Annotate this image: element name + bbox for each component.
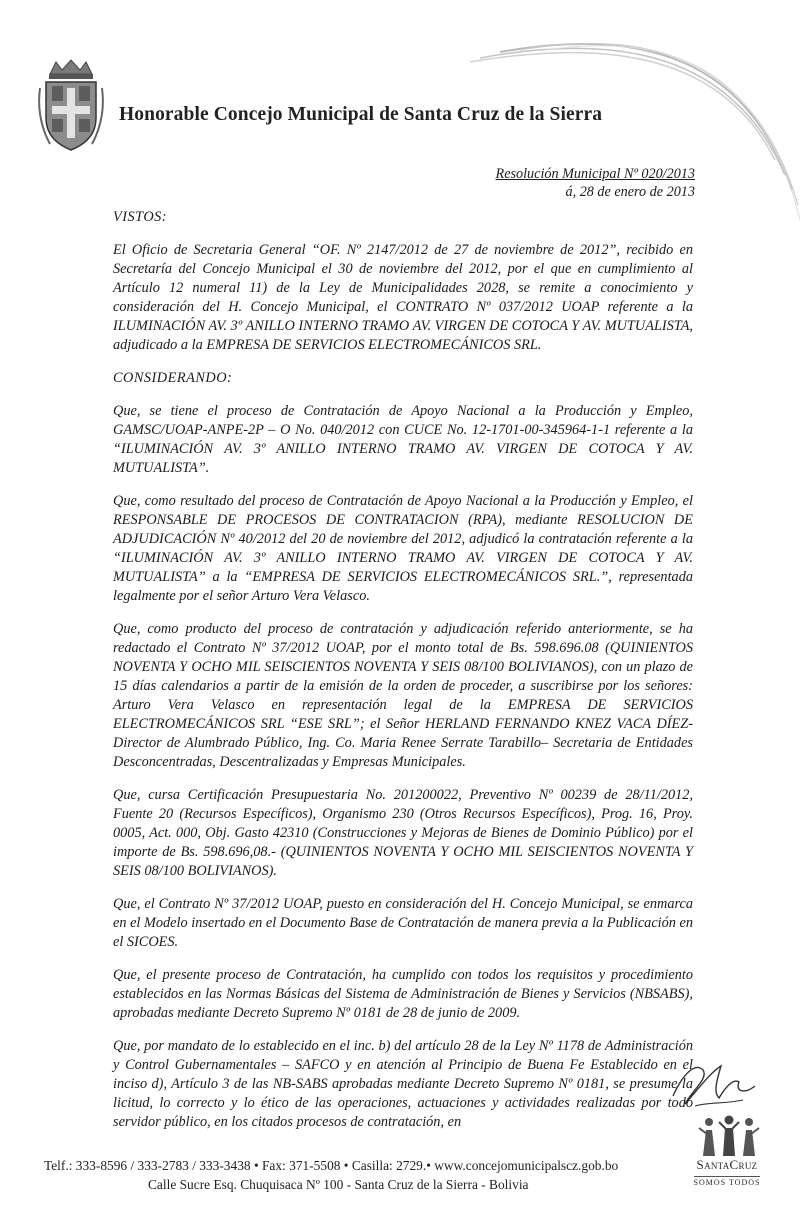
footer-contact-line: Telf.: 333-8596 / 333-2783 / 333-3438 • Fax: 371-5508 • Casilla: 2729.• www.concejomunicipalscz.gob.bo <box>44 1158 619 1173</box>
organization-title: Honorable Concejo Municipal de Santa Cruz de la Sierra <box>119 104 603 125</box>
handwritten-signature-icon <box>665 1052 765 1114</box>
considerando-paragraph-4: Que, cursa Certificación Presupuestaria No. 201200022, Preventivo Nº 00239 de 28/11/2012, Fuente 20 (Recursos Específicos), Organismo 230 (Otros Recursos Específicos), Prog. 16, Proy. 0005, Act. 000, Obj. Gasto 42310 (Construcciones y Mejoras de Bienes de Dominio Público) por el importe de Bs. 598.696,08.- (QUINIENTOS NOVENTA Y OCHO MIL SEISCIENTOS NOVENTA Y SEIS 08/100 BOLIVIANOS). <box>113 787 693 879</box>
santacruz-brand <box>683 1157 771 1190</box>
vistos-paragraph: El Oficio de Secretaria General “OF. Nº 2147/2012 de 27 de noviembre de 2012”, recibido en Secretaría del Concejo Municipal el 30 de noviembre del 2012, por el que en cumplimiento al Artículo 12 numeral 11) de la Ley de Municipalidades 2028, se remite a conocimiento y consideración del H. Concejo Municipal, el CONTRATO Nº 037/2012 UOAP referente a la ILUMINACIÓN AV. 3º ANILLO INTERNO TRAMO AV. VIRGEN DE COTOCA Y AV. MUTUALISTA, adjudicado a la EMPRESA DE SERVICIOS ELECTROMECÁNICOS SRL. <box>113 242 693 353</box>
considerando-paragraph-2: Que, como resultado del proceso de Contratación de Apoyo Nacional a la Producción y Empleo, el RESPONSABLE DE PROCESOS DE CONTRATACION (RPA), mediante RESOLUCION DE ADJUDICACIÓN Nº 40/2012 del 20 de noviembre del 2012, adjudicó la contratación referente a la “ILUMINACIÓN AV. 3º ANILLO INTERNO TRAMO AV. VIRGEN DE COTOCA Y AV. MUTUALISTA” a la “EMPRESA DE SERVICIOS ELECTROMECÁNICOS SRL.”, representada legalmente por el señor Arturo Vera Velasco. <box>113 493 693 604</box>
coat-of-arms-icon <box>38 58 104 154</box>
considerando-paragraph-3: Que, como producto del proceso de contratación y adjudicación referido anteriormente, se ha redactado el Contrato Nº 37/2012 UOAP, por el monto total de Bs. 598.696.08 (QUINIENTOS NOVENTA Y OCHO MIL SEISCIENTOS NOVENTA Y SEIS 08/100 BOLIVIANOS), con un plazo de 15 días calendarios a partir de la emisión de la orden de proceder, a suscribirse por los señores: Arturo Vera Velasco en representación legal de la EMPRESA DE SERVICIOS ELECTROMECÁNICOS SRL “ESE SRL”; el Señor HERLAND FERNANDO KNEZ VACA DÍEZ-Director de Alumbrado Público, Ing. Co. Maria Renee Serrate Tarabillo– Secretaria de Entidades Desconcentradas, Descentralizadas y Empresas Municipales. <box>113 621 693 770</box>
vistos-heading: VISTOS: <box>113 209 168 225</box>
resolution-number: Resolución Municipal Nº 020/2013 <box>495 166 695 182</box>
considerando-heading: CONSIDERANDO: <box>113 370 233 386</box>
document-body <box>113 208 693 1146</box>
brand-tagline: SOMOS TODOS <box>693 1178 761 1187</box>
people-figures-icon <box>693 1112 765 1158</box>
considerando-paragraph-6: Que, el presente proceso de Contratación, ha cumplido con todos los requisitos y procedimiento establecidos en las Normas Básicas del Sistema de Administración de Bienes y Servicios (NBSABS), aprobadas mediante Decreto Supremo Nº 0181 de 28 de junio de 2009. <box>113 967 693 1021</box>
considerando-paragraph-7: Que, por mandato de lo establecido en el inc. b) del artículo 28 de la Ley Nº 1178 de Administración y Control Gubernamentales – SAFCO y en atención al Principio de Buena Fe Establecido en el inciso d), Artículo 3 de las NB-SABS aprobadas mediante Decreto Supremo Nº 0181, se presume la licitud, lo correcto y lo ético de las operaciones, actuaciones y actividades realizadas por todo servidor público, en los citados procesos de contratación, en <box>113 1038 693 1130</box>
resolution-date: á, 28 de enero de 2013 <box>565 184 695 200</box>
footer-address-line: Calle Sucre Esq. Chuquisaca Nº 100 - Santa Cruz de la Sierra - Bolivia <box>148 1177 529 1192</box>
considerando-paragraph-5: Que, el Contrato Nº 37/2012 UOAP, puesto en consideración del H. Concejo Municipal, se enmarca en el Modelo insertado en el Documento Base de Contratación de manera previa a la Publicación en el SICOES. <box>113 896 693 950</box>
brand-name: SantaCruz <box>696 1157 758 1172</box>
considerando-paragraph-1: Que, se tiene el proceso de Contratación de Apoyo Nacional a la Producción y Empleo, GAMSC/UOAP-ANPE-2P – O No. 040/2012 con CUCE No. 12-1701-00-345964-1-1 referente a la “ILUMINACIÓN AV. 3º ANILLO INTERNO TRAMO AV. VIRGEN DE COTOCA Y AV. MUTUALISTA”. <box>113 403 693 476</box>
resolution-header <box>496 165 695 201</box>
footer <box>44 1156 684 1194</box>
